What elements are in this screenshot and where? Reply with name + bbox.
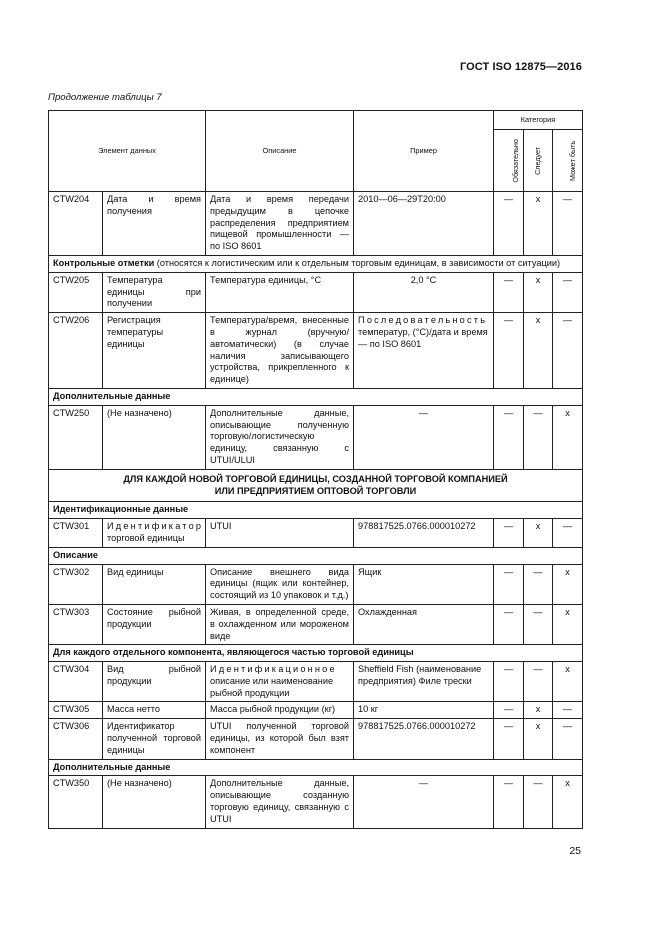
row-element: (Не назначено): [103, 405, 206, 469]
row-element: Вид рыбной продукции: [103, 662, 206, 702]
section-components: Для каждого отдельного компонента, являющегося частью торговой единицы: [49, 645, 583, 662]
row-example: 2010—06—29T20:00: [354, 192, 494, 256]
row-code: CTW306: [49, 719, 103, 759]
table-row: [49, 272, 583, 312]
row-mandatory: —: [494, 519, 524, 548]
row-element: Идентификатор торговой единицы: [103, 519, 206, 548]
row-element: Масса нетто: [103, 702, 206, 719]
row-description: UTUI полученной торговой единицы, из которой был взят компонент: [206, 719, 354, 759]
col-may: Может быть: [553, 130, 583, 192]
row-description: Дополнительные данные, описывающие созданную торговую единицу, связанную с UTUI: [206, 776, 354, 828]
row-example: Sheffield Fish (наименование предприятия) Филе трески: [354, 662, 494, 702]
row-should: —: [524, 604, 553, 644]
row-element: (Не назначено): [103, 776, 206, 828]
section-row: [49, 759, 583, 776]
row-mandatory: —: [494, 776, 524, 828]
row-may: x: [553, 405, 583, 469]
table-row: [49, 192, 583, 256]
col-mandatory: Обязательно: [494, 130, 524, 192]
row-element: Дата и время получения: [103, 192, 206, 256]
section-additional-data: Дополнительные данные: [49, 388, 583, 405]
row-description: Масса рыбной продукции (кг): [206, 702, 354, 719]
row-description: Живая, в определенной среде, в охлажденном или мороженом виде: [206, 604, 354, 644]
row-should: —: [524, 405, 553, 469]
section-row: [49, 502, 583, 519]
section-new-trade-unit: ДЛЯ КАЖДОЙ НОВОЙ ТОРГОВОЙ ЕДИНИЦЫ, СОЗДАННОЙ ТОРГОВОЙ КОМПАНИЕЙ ИЛИ ПРЕДПРИЯТИЕМ ОПТОВОЙ ТОРГОВЛИ: [49, 469, 583, 502]
table-header-row: [49, 111, 583, 130]
row-should: x: [524, 192, 553, 256]
row-code: CTW301: [49, 519, 103, 548]
row-example: Ящик: [354, 564, 494, 604]
row-should: x: [524, 272, 553, 312]
row-mandatory: —: [494, 719, 524, 759]
row-should: x: [524, 313, 553, 389]
section-row: [49, 547, 583, 564]
row-code: CTW204: [49, 192, 103, 256]
row-mandatory: —: [494, 192, 524, 256]
table-row: [49, 776, 583, 828]
row-element: Состояние рыбной продукции: [103, 604, 206, 644]
table-row: [49, 564, 583, 604]
table-row: [49, 702, 583, 719]
row-example: 2,0 °С: [354, 272, 494, 312]
row-description: Дополнительные данные, описывающие полученную торговую/логистическую единицу, связанную с UTUI/ULUI: [206, 405, 354, 469]
row-mandatory: —: [494, 604, 524, 644]
row-may: —: [553, 313, 583, 389]
data-elements-table: [48, 110, 583, 829]
table-row: [49, 662, 583, 702]
row-element: Температура единицы при получении: [103, 272, 206, 312]
table-caption: Продолжение таблицы 7: [48, 92, 162, 103]
row-should: —: [524, 662, 553, 702]
row-example: Последовательность температур, (°С)/дата и время — по ISO 8601: [354, 313, 494, 389]
row-example: —: [354, 405, 494, 469]
table-row: [49, 719, 583, 759]
row-code: CTW303: [49, 604, 103, 644]
row-should: —: [524, 564, 553, 604]
section-row: [49, 469, 583, 502]
section-control-marks: Контрольные отметки (относятся к логистическим или к отдельным торговым единицам, в зависимости от ситуации): [49, 255, 583, 272]
row-code: CTW205: [49, 272, 103, 312]
row-may: x: [553, 564, 583, 604]
row-example: 10 кг: [354, 702, 494, 719]
row-example: 978817525.0766.000010272: [354, 519, 494, 548]
row-mandatory: —: [494, 662, 524, 702]
row-mandatory: —: [494, 405, 524, 469]
row-may: x: [553, 776, 583, 828]
row-example: 978817525.0766.000010272: [354, 719, 494, 759]
row-mandatory: —: [494, 564, 524, 604]
row-should: x: [524, 702, 553, 719]
section-additional-data-2: Дополнительные данные: [49, 759, 583, 776]
row-description: Описание внешнего вида единицы (ящик или контейнер, состоящий из 10 упаковок и т.д.): [206, 564, 354, 604]
row-code: CTW250: [49, 405, 103, 469]
row-code: CTW302: [49, 564, 103, 604]
table-row: [49, 313, 583, 389]
row-code: CTW304: [49, 662, 103, 702]
row-description: Идентификационное описание или наименование рыбной продукции: [206, 662, 354, 702]
col-element: Элемент данных: [49, 111, 206, 192]
col-example: Пример: [354, 111, 494, 192]
col-should: Следует: [524, 130, 553, 192]
section-identification: Идентификационные данные: [49, 502, 583, 519]
row-element: Идентификатор полученной торговой единицы: [103, 719, 206, 759]
row-may: —: [553, 702, 583, 719]
row-code: CTW206: [49, 313, 103, 389]
section-row: [49, 255, 583, 272]
row-description: Дата и время передачи предыдущим в цепочке распределения предприятием пищевой промышленности — по ISO 8601: [206, 192, 354, 256]
row-may: —: [553, 519, 583, 548]
row-code: CTW350: [49, 776, 103, 828]
row-should: x: [524, 719, 553, 759]
row-may: —: [553, 272, 583, 312]
row-may: —: [553, 192, 583, 256]
row-mandatory: —: [494, 272, 524, 312]
row-description: UTUI: [206, 519, 354, 548]
col-category: Категория: [494, 111, 583, 130]
row-mandatory: —: [494, 313, 524, 389]
row-should: x: [524, 519, 553, 548]
row-may: —: [553, 719, 583, 759]
section-row: [49, 388, 583, 405]
table-row: [49, 604, 583, 644]
row-may: x: [553, 662, 583, 702]
standard-number: ГОСТ ISO 12875—2016: [459, 61, 582, 73]
row-mandatory: —: [494, 702, 524, 719]
row-description: Температура единицы, °С: [206, 272, 354, 312]
table-row: [49, 405, 583, 469]
row-should: —: [524, 776, 553, 828]
table-row: [49, 519, 583, 548]
page-number: 25: [569, 845, 581, 857]
section-row: [49, 645, 583, 662]
row-element: Регистрация температуры единицы: [103, 313, 206, 389]
section-description: Описание: [49, 547, 583, 564]
col-description: Описание: [206, 111, 354, 192]
row-example: —: [354, 776, 494, 828]
row-code: CTW305: [49, 702, 103, 719]
row-example: Охлажденная: [354, 604, 494, 644]
row-description: Температура/время, внесенные в журнал (вручную/автоматически) (в случае наличия записывающего устройства, прикрепленного к единице): [206, 313, 354, 389]
row-element: Вид единицы: [103, 564, 206, 604]
row-may: x: [553, 604, 583, 644]
